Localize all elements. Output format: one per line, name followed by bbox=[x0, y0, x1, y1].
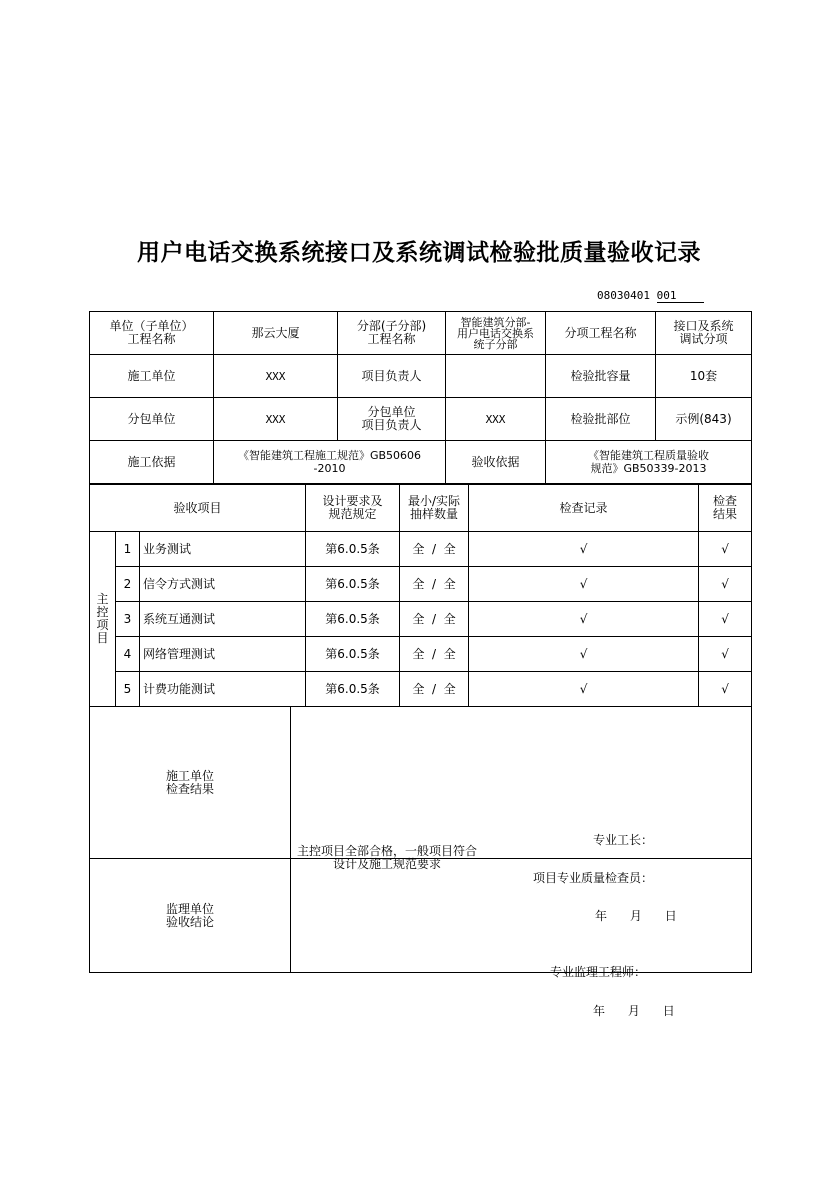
item-record: √ bbox=[469, 567, 699, 602]
construction-check-label: 施工单位 检查结果 bbox=[90, 707, 291, 859]
division-value: 智能建筑分部- 用户电话交换系 统子分部 bbox=[446, 312, 546, 355]
contractor-value: XXX bbox=[214, 355, 338, 398]
item-result: √ bbox=[699, 637, 752, 672]
pm-value bbox=[446, 355, 546, 398]
item-no: 3 bbox=[116, 602, 140, 637]
engineer-label: 专业监理工程师： bbox=[550, 964, 647, 979]
item-name: 系统互通测试 bbox=[140, 602, 306, 637]
doc-number-prefix: 08030401 bbox=[597, 289, 650, 302]
construction-date: 年 月 日 bbox=[595, 908, 677, 923]
subcontractor-value: XXX bbox=[214, 398, 338, 441]
location-label: 检验批部位 bbox=[546, 398, 656, 441]
unit-label: 单位（子单位） 工程名称 bbox=[90, 312, 214, 355]
item-result: √ bbox=[699, 567, 752, 602]
item-sample: 全 / 全 bbox=[400, 567, 469, 602]
item-header: 验收项目 bbox=[90, 485, 306, 532]
division-label: 分部(子分部) 工程名称 bbox=[338, 312, 446, 355]
capacity-value: 10套 bbox=[656, 355, 752, 398]
subitem-value: 接口及系统 调试分项 bbox=[656, 312, 752, 355]
table-row bbox=[90, 602, 752, 637]
item-spec: 第6.0.5条 bbox=[306, 602, 400, 637]
item-sample: 全 / 全 bbox=[400, 672, 469, 707]
item-spec: 第6.0.5条 bbox=[306, 672, 400, 707]
item-spec: 第6.0.5条 bbox=[306, 637, 400, 672]
info-table bbox=[89, 311, 752, 484]
doc-number-suffix: 001 bbox=[657, 290, 704, 303]
subcontractor-label: 分包单位 bbox=[90, 398, 214, 441]
record-header: 检查记录 bbox=[469, 485, 699, 532]
spec-header: 设计要求及 规范规定 bbox=[306, 485, 400, 532]
table-row bbox=[90, 672, 752, 707]
item-name: 业务测试 bbox=[140, 532, 306, 567]
sub-pm-label: 分包单位 项目负责人 bbox=[338, 398, 446, 441]
inspector-label: 项目专业质量检查员： bbox=[533, 870, 654, 885]
construction-check-body bbox=[291, 707, 752, 923]
page-title: 用户电话交换系统接口及系统调试检验批质量验收记录 bbox=[137, 240, 701, 266]
foreman-label: 专业工长： bbox=[593, 832, 654, 847]
accept-basis-value: 《智能建筑工程质量验收 规范》GB50339-2013 bbox=[546, 441, 752, 484]
table-row bbox=[90, 637, 752, 672]
result-header: 检查 结果 bbox=[699, 485, 752, 532]
signature-table bbox=[89, 706, 752, 1018]
group-label: 主 控 项 目 bbox=[90, 532, 116, 707]
item-no: 1 bbox=[116, 532, 140, 567]
capacity-label: 检验批容量 bbox=[546, 355, 656, 398]
supervision-date: 年 月 日 bbox=[593, 1003, 675, 1018]
item-name: 计费功能测试 bbox=[140, 672, 306, 707]
subitem-label: 分项工程名称 bbox=[546, 312, 656, 355]
supervision-body bbox=[291, 859, 752, 1018]
sub-pm-value: XXX bbox=[446, 398, 546, 441]
item-sample: 全 / 全 bbox=[400, 637, 469, 672]
doc-number bbox=[597, 289, 704, 303]
location-value: 示例(843) bbox=[656, 398, 752, 441]
item-sample: 全 / 全 bbox=[400, 532, 469, 567]
item-record: √ bbox=[469, 637, 699, 672]
item-result: √ bbox=[699, 672, 752, 707]
contractor-label: 施工单位 bbox=[90, 355, 214, 398]
item-record: √ bbox=[469, 532, 699, 567]
item-sample: 全 / 全 bbox=[400, 602, 469, 637]
item-no: 2 bbox=[116, 567, 140, 602]
sample-header: 最小/实际 抽样数量 bbox=[400, 485, 469, 532]
item-name: 信令方式测试 bbox=[140, 567, 306, 602]
item-spec: 第6.0.5条 bbox=[306, 567, 400, 602]
item-spec: 第6.0.5条 bbox=[306, 532, 400, 567]
item-result: √ bbox=[699, 532, 752, 567]
item-record: √ bbox=[469, 602, 699, 637]
accept-basis-label: 验收依据 bbox=[446, 441, 546, 484]
table-row bbox=[90, 532, 752, 567]
basis-label: 施工依据 bbox=[90, 441, 214, 484]
supervision-label: 监理单位 验收结论 bbox=[90, 859, 291, 973]
table-row bbox=[90, 567, 752, 602]
unit-value: 那云大厦 bbox=[214, 312, 338, 355]
item-no: 5 bbox=[116, 672, 140, 707]
item-record: √ bbox=[469, 672, 699, 707]
item-name: 网络管理测试 bbox=[140, 637, 306, 672]
items-table bbox=[89, 484, 752, 707]
item-no: 4 bbox=[116, 637, 140, 672]
basis-value: 《智能建筑工程施工规范》GB50606 -2010 bbox=[214, 441, 446, 484]
construction-conclusion: 主控项目全部合格，一般项目符合 设计及施工规范要求 bbox=[297, 843, 478, 871]
item-result: √ bbox=[699, 602, 752, 637]
pm-label: 项目负责人 bbox=[338, 355, 446, 398]
